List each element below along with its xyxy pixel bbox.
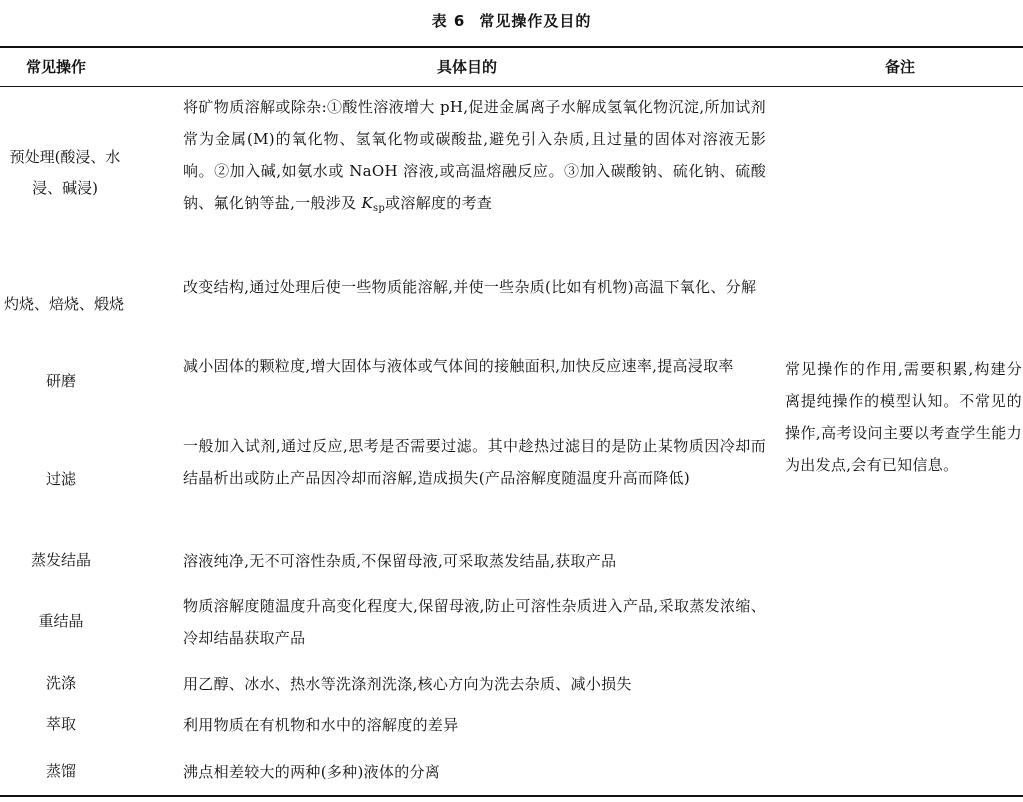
- table-caption: [0, 10, 1023, 31]
- table-title: 常见操作及目的: [479, 12, 592, 30]
- table-number: 表 6: [431, 12, 466, 30]
- header-remark: 备注: [885, 58, 916, 76]
- purpose-cell: 物质溶解度随温度升高变化程度大,保留母液,防止可溶性杂质进入产品,采取蒸发浓缩、冷却结晶获取产品: [183, 597, 766, 647]
- operation-cell: 萃取: [45, 715, 76, 733]
- table-header-rule: [0, 86, 1023, 87]
- purpose-cell: 减小固体的颗粒度,增大固体与液体或气体间的接触面积,加快反应速率,提高浸取率: [183, 357, 734, 375]
- purpose-cell: [183, 91, 766, 225]
- purpose-cell: 一般加入试剂,通过反应,思考是否需要过滤。其中趁热过滤目的是防止某物质因冷却而结晶析出或防止产品因冷却而溶解,造成损失(产品溶解度随温度升高而降低): [183, 437, 766, 487]
- remark-cell: 常见操作的作用,需要积累,构建分离提纯操作的模型认知。不常见的操作,高考设问主要以考查学生能力为出发点,会有已知信息。: [785, 360, 1022, 474]
- ksp-symbol: K: [361, 194, 373, 212]
- header-operation: 常见操作: [26, 58, 87, 76]
- operation-cell: 灼烧、焙烧、煅烧: [3, 295, 124, 313]
- operation-cell: 蒸馏: [45, 762, 76, 780]
- purpose-text: 将矿物质溶解或除杂:①酸性溶液增大 pH,促进金属离子水解成氢氧化物沉淀,所加试剂常为金属(M)的氧化物、氢氧化物或碳酸盐,避免引入杂质,且过量的固体对溶液无影响。②加入碱,如氨水或 NaOH 溶液,或高温熔融反应。③加入碳酸钠、硫化钠、硫酸钠、氟化钠等盐,一般涉及: [183, 98, 766, 212]
- operation-cell: 洗涤: [45, 674, 76, 692]
- header-purpose: 具体目的: [437, 58, 498, 76]
- operation-cell: 过滤: [45, 470, 76, 488]
- table-bottom-rule: [0, 795, 1023, 797]
- operation-cell: 蒸发结晶: [30, 551, 91, 569]
- purpose-cell: 利用物质在有机物和水中的溶解度的差异: [183, 716, 459, 734]
- ksp-subscript: sp: [372, 203, 386, 214]
- table-top-rule: [0, 46, 1023, 48]
- purpose-cell: 沸点相差较大的两种(多种)液体的分离: [183, 763, 441, 781]
- operation-cell: 研磨: [45, 372, 76, 390]
- operation-cell: 预处理(酸浸、水浸、碱浸): [9, 148, 121, 197]
- operation-cell: 重结晶: [38, 612, 84, 630]
- purpose-cell: 用乙醇、冰水、热水等洗涤剂洗涤,核心方向为洗去杂质、减小损失: [183, 675, 632, 693]
- purpose-cell: 溶液纯净,无不可溶性杂质,不保留母液,可采取蒸发结晶,获取产品: [183, 552, 617, 570]
- purpose-text-tail: 或溶解度的考查: [385, 194, 493, 212]
- purpose-cell: 改变结构,通过处理后使一些物质能溶解,并使一些杂质(比如有机物)高温下氧化、分解: [183, 278, 757, 296]
